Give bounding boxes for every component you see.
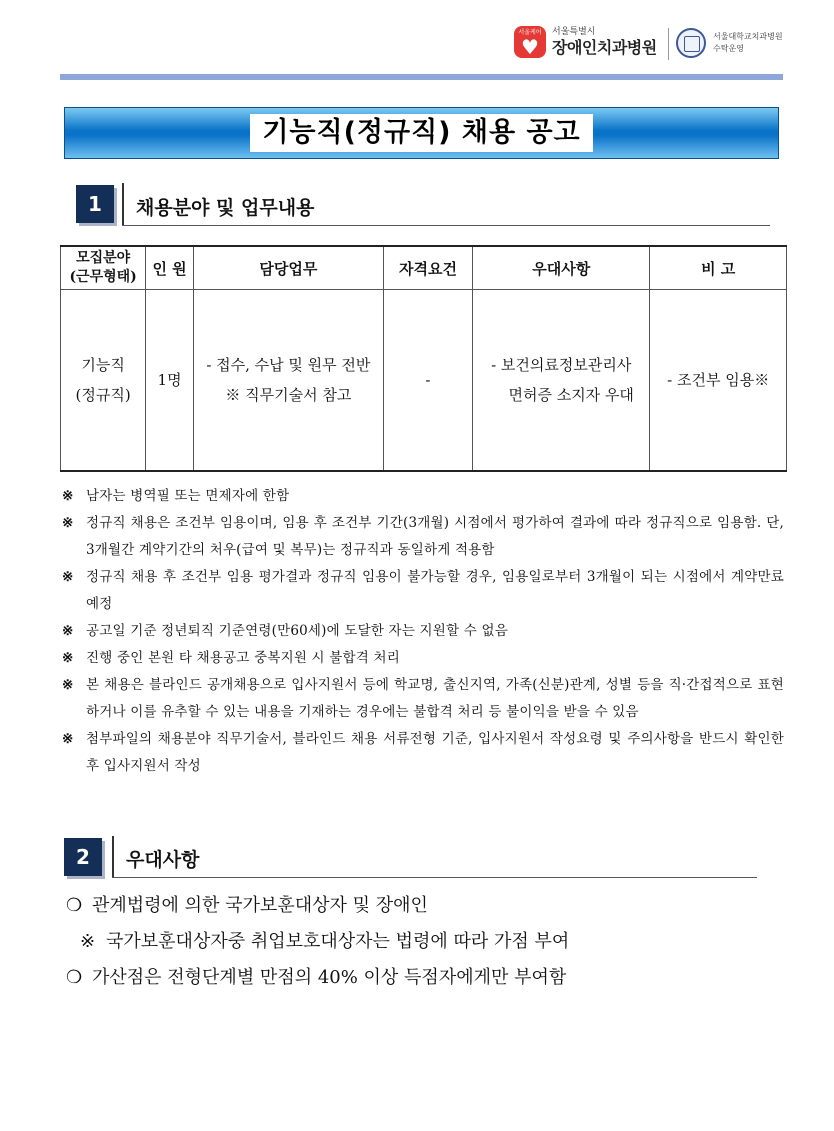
header-rule bbox=[60, 74, 783, 80]
university-seal-icon bbox=[676, 28, 706, 58]
note-mark: ※ bbox=[62, 515, 74, 531]
cell-field-line2: (정규직) bbox=[75, 386, 131, 404]
list-item bbox=[62, 672, 784, 726]
list-item bbox=[62, 510, 784, 564]
section-1-title: 채용분야 및 업무내용 bbox=[136, 197, 315, 219]
list-item bbox=[66, 924, 569, 960]
note-text: 첨부파일의 채용분야 직무기술서, 블라인드 채용 서류전형 기준, 입사지원서 작성요령 및 주의사항을 반드시 확인한 후 입사지원서 작성 bbox=[86, 731, 784, 774]
note-mark: ※ bbox=[62, 677, 74, 693]
cell-preference-line1: - 보건의료정보관리사 bbox=[491, 356, 632, 374]
note-mark: ※ bbox=[62, 569, 74, 585]
header-field-line2: (근무형태) bbox=[69, 269, 137, 285]
note-text: 정규직 채용 후 조건부 임용 평가결과 정규직 임용이 불가능할 경우, 임용일로부터 3개월이 되는 시점에서 계약만료 예정 bbox=[86, 569, 784, 612]
cell-qualification: - bbox=[383, 290, 472, 472]
cell-field bbox=[61, 290, 146, 472]
heart-logo-icon bbox=[514, 26, 546, 58]
preference-text: 국가보훈대상자중 취업보호대상자는 법령에 따라 가점 부여 bbox=[106, 931, 570, 952]
cell-duty bbox=[193, 290, 383, 472]
header-duty: 담당업무 bbox=[193, 246, 383, 290]
hospital-logo bbox=[514, 26, 657, 58]
cell-preference bbox=[473, 290, 650, 472]
note-text: 진행 중인 본원 타 채용공고 중복지원 시 불합격 처리 bbox=[86, 650, 400, 666]
list-item bbox=[62, 564, 784, 618]
section-1-number: 1 bbox=[76, 185, 114, 223]
page-title: 기능직(정규직) 채용 공고 bbox=[250, 114, 592, 152]
section-1-bar bbox=[122, 183, 124, 225]
header-qualification: 자격요건 bbox=[383, 246, 472, 290]
reference-mark-icon: ※ bbox=[80, 931, 96, 952]
note-mark: ※ bbox=[62, 488, 74, 504]
cell-duty-line1: - 접수, 수납 및 원무 전반 bbox=[206, 356, 371, 374]
logo-small-text: 서울특별시 bbox=[552, 26, 596, 37]
preference-text: 가산점은 전형단계별 만점의 40% 이상 득점자에게만 부여함 bbox=[92, 967, 567, 988]
partner-role: 수탁운영 bbox=[713, 44, 744, 53]
cell-note: - 조건부 임용※ bbox=[650, 290, 787, 472]
cell-duty-line2: ※ 직무기술서 참고 bbox=[225, 386, 352, 404]
preference-text: 관계법령에 의한 국가보훈대상자 및 장애인 bbox=[92, 895, 428, 916]
list-item bbox=[66, 960, 569, 996]
list-item bbox=[66, 888, 569, 924]
note-text: 정규직 채용은 조건부 임용이며, 임용 후 조건부 기간(3개월) 시점에서 평가하여 결과에 따라 정규직으로 임용함. 단, 3개월간 계약기간의 처우(급여 및 복무)는 정규직과 동일하게 적용함 bbox=[86, 515, 784, 558]
list-item bbox=[62, 726, 784, 780]
header-note: 비 고 bbox=[650, 246, 787, 290]
logo-divider bbox=[668, 28, 669, 60]
section-2-title: 우대사항 bbox=[126, 849, 200, 871]
table-row bbox=[61, 290, 787, 472]
note-text: 공고일 기준 정년퇴직 기준연령(만60세)에 도달한 자는 지원할 수 없음 bbox=[86, 623, 508, 639]
section-1-rule bbox=[122, 225, 770, 226]
logo-hospital-name: 장애인치과병원 bbox=[552, 37, 657, 57]
section-2-number: 2 bbox=[64, 838, 102, 876]
header-preference: 우대사항 bbox=[473, 246, 650, 290]
header-count: 인 원 bbox=[146, 246, 194, 290]
list-item bbox=[62, 645, 784, 672]
cell-field-line1: 기능직 bbox=[81, 356, 125, 374]
job-table bbox=[60, 245, 787, 472]
list-item bbox=[62, 618, 784, 645]
partner-logo bbox=[676, 28, 783, 58]
section-2-rule bbox=[112, 877, 757, 878]
partner-name: 서울대학교치과병원 bbox=[713, 32, 783, 41]
note-mark: ※ bbox=[62, 731, 74, 747]
note-text: 남자는 병역필 또는 면제자에 한함 bbox=[86, 488, 290, 504]
notes-list bbox=[62, 483, 784, 780]
header-field-line1: 모집분야 bbox=[76, 250, 131, 266]
preference-list bbox=[66, 888, 569, 996]
cell-count: 1명 bbox=[146, 290, 194, 472]
note-mark: ※ bbox=[62, 623, 74, 639]
cell-preference-line2: 면허증 소지자 우대 bbox=[508, 386, 634, 404]
title-banner bbox=[64, 107, 779, 159]
note-text: 본 채용은 블라인드 공개채용으로 입사지원서 등에 학교명, 출신지역, 가족(신분)관계, 성별 등을 직·간접적으로 표현하거나 이를 유추할 수 있는 내용을 기재하는 경우에는 불합격 처리 등 불이익을 받을 수 있음 bbox=[86, 677, 784, 720]
table-header-row bbox=[61, 246, 787, 290]
section-2-bar bbox=[112, 836, 114, 878]
circle-bullet-icon: ❍ bbox=[66, 895, 83, 916]
logo-badge-text: 서울케어 bbox=[518, 29, 542, 36]
circle-bullet-icon: ❍ bbox=[66, 967, 83, 988]
header-field bbox=[61, 246, 146, 290]
note-mark: ※ bbox=[62, 650, 74, 666]
list-item bbox=[62, 483, 784, 510]
